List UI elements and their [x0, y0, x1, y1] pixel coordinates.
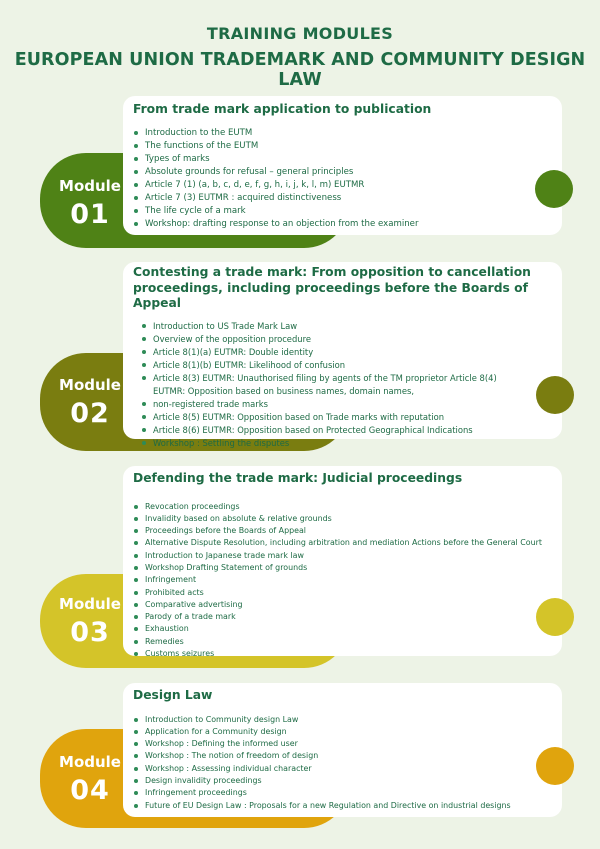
module-1-dot — [535, 170, 573, 208]
list-item: Parody of a trade mark — [133, 611, 554, 623]
list-item: Comparative advertising — [133, 599, 554, 611]
module-4-number: 04 — [70, 775, 110, 806]
module-2-card — [123, 262, 562, 448]
module-1-title: From trade mark application to publication — [133, 102, 432, 116]
list-item: Article 7 (1) (a, b, c, d, e, f, g, h, i, j, k, l, m) EUTMR — [133, 179, 554, 192]
list-item: Workshop : Defining the informed user — [133, 738, 554, 750]
module-4-title: Design Law — [133, 688, 213, 702]
list-item: Article 8(5) EUTMR: Opposition based on Trade marks with reputation — [141, 411, 554, 424]
list-item: Workshop Drafting Statement of grounds — [133, 562, 554, 574]
module-4-dot — [536, 747, 574, 785]
list-item: Design invalidity proceedings — [133, 775, 554, 787]
list-item: Introduction to Japanese trade mark law — [133, 550, 554, 562]
list-item: Invalidity based on absolute & relative grounds — [133, 513, 554, 525]
list-item: Absolute grounds for refusal – general principles — [133, 166, 554, 179]
list-item: Revocation proceedings — [133, 501, 554, 513]
list-item: non-registered trade marks — [141, 398, 554, 411]
module-1-number: 01 — [70, 199, 110, 230]
list-item: Article 8(6) EUTMR: Opposition based on Protected Geographical Indications — [141, 424, 554, 437]
list-item: Introduction to the EUTM — [133, 127, 554, 140]
list-item: Workshop : The notion of freedom of design — [133, 750, 554, 762]
module-2-number: 02 — [70, 398, 110, 429]
list-item: The life cycle of a mark — [133, 205, 554, 218]
module-3-title: Defending the trade mark: Judicial proceedings — [133, 471, 463, 485]
list-item: Workshop : Settling the disputes — [141, 437, 554, 450]
list-item: Infringement — [133, 574, 554, 586]
module-3-card — [123, 466, 562, 659]
module-3-list — [133, 501, 554, 661]
module-4-word: Module — [59, 753, 121, 771]
list-item: Article 7 (3) EUTMR : acquired distinctiveness — [133, 192, 554, 205]
page-title: TRAINING MODULES — [206, 24, 394, 43]
module-4-card — [123, 683, 562, 817]
module-4-list — [133, 714, 554, 812]
list-item: Future of EU Design Law : Proposals for a new Regulation and Directive on industrial designs — [133, 800, 554, 812]
list-item: Article 8(1)(a) EUTMR: Double identity — [141, 346, 554, 359]
module-2-title: Contesting a trade mark: From opposition to cancellation proceedings, including proceedings before the Boards of Appeal — [133, 265, 531, 310]
list-item: Article 8(3) EUTMR: Unauthorised filing by agents of the TM proprietor Article 8(4) — [141, 372, 554, 385]
module-3-number: 03 — [70, 617, 110, 648]
list-item: EUTMR: Opposition based on business names, domain names, — [153, 385, 414, 396]
list-item: The functions of the EUTM — [133, 140, 554, 153]
list-item: Prohibited acts — [133, 587, 554, 599]
module-1-word: Module — [59, 177, 121, 195]
list-item: Workshop : Assessing individual character — [133, 763, 554, 775]
list-item: Exhaustion — [133, 623, 554, 635]
list-item: Introduction to Community design Law — [133, 714, 554, 726]
list-item: Introduction to US Trade Mark Law — [141, 320, 554, 333]
module-1-card — [123, 96, 562, 235]
module-2-dot — [536, 376, 574, 414]
list-item: Application for a Community design — [133, 726, 554, 738]
list-item: Article 8(1)(b) EUTMR: Likelihood of confusion — [141, 359, 554, 372]
list-item: Proceedings before the Boards of Appeal — [133, 525, 554, 537]
module-1-list — [133, 127, 554, 231]
page-subtitle: EUROPEAN UNION TRADEMARK AND COMMUNITY DESIGN LAW — [14, 50, 586, 90]
list-item: Infringement proceedings — [133, 787, 554, 799]
list-item: Customs seizures — [133, 648, 554, 660]
module-3-word: Module — [59, 595, 121, 613]
list-item: Remedies — [133, 636, 554, 648]
list-item: Workshop: drafting response to an objection from the examiner — [133, 218, 554, 231]
module-3-dot — [536, 598, 574, 636]
module-2-word: Module — [59, 376, 121, 394]
module-2-list — [133, 320, 554, 450]
list-item: Alternative Dispute Resolution, including arbitration and mediation Actions before the General Court — [133, 537, 554, 549]
list-item: Overview of the opposition procedure — [141, 333, 554, 346]
list-item: Types of marks — [133, 153, 554, 166]
